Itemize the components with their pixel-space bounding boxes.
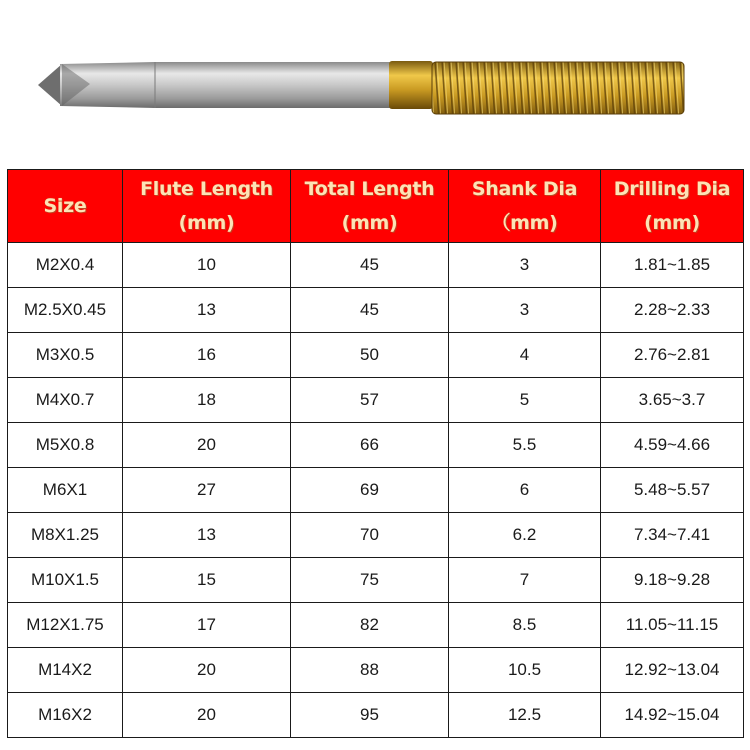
cell-total-length: 95 <box>291 693 449 738</box>
cell-flute-length: 13 <box>123 288 291 333</box>
cell-flute-length: 16 <box>123 333 291 378</box>
cell-shank-dia: 6.2 <box>449 513 601 558</box>
spec-table <box>7 169 744 738</box>
cell-shank-dia: 7 <box>449 558 601 603</box>
cell-total-length: 45 <box>291 243 449 288</box>
cell-drilling-dia: 2.28~2.33 <box>601 288 744 333</box>
cell-size: M2X0.4 <box>8 243 123 288</box>
tap-point <box>38 64 62 106</box>
cell-total-length: 88 <box>291 648 449 693</box>
cell-flute-length: 20 <box>123 693 291 738</box>
cell-shank-dia: 5.5 <box>449 423 601 468</box>
cell-total-length: 57 <box>291 378 449 423</box>
cell-size: M8X1.25 <box>8 513 123 558</box>
cell-flute-length: 10 <box>123 243 291 288</box>
cell-drilling-dia: 2.76~2.81 <box>601 333 744 378</box>
cell-size: M3X0.5 <box>8 333 123 378</box>
table-row <box>8 288 744 333</box>
table-row <box>8 603 744 648</box>
cell-shank-dia: 3 <box>449 243 601 288</box>
cell-flute-length: 18 <box>123 378 291 423</box>
cell-flute-length: 15 <box>123 558 291 603</box>
cell-drilling-dia: 1.81~1.85 <box>601 243 744 288</box>
cell-total-length: 69 <box>291 468 449 513</box>
cell-size: M5X0.8 <box>8 423 123 468</box>
header-drilling-dia: Drilling Dia (mm) <box>601 170 744 243</box>
cell-total-length: 50 <box>291 333 449 378</box>
cell-shank-dia: 10.5 <box>449 648 601 693</box>
cell-shank-dia: 6 <box>449 468 601 513</box>
table-row <box>8 378 744 423</box>
cell-drilling-dia: 12.92~13.04 <box>601 648 744 693</box>
cell-size: M6X1 <box>8 468 123 513</box>
table-row <box>8 243 744 288</box>
cell-drilling-dia: 14.92~15.04 <box>601 693 744 738</box>
tap-tool-illustration <box>0 0 750 170</box>
cell-total-length: 70 <box>291 513 449 558</box>
table-row <box>8 333 744 378</box>
header-flute-length: Flute Length (mm) <box>123 170 291 243</box>
cell-shank-dia: 4 <box>449 333 601 378</box>
cell-flute-length: 20 <box>123 423 291 468</box>
table-row <box>8 513 744 558</box>
cell-total-length: 82 <box>291 603 449 648</box>
cell-total-length: 45 <box>291 288 449 333</box>
cell-drilling-dia: 9.18~9.28 <box>601 558 744 603</box>
cell-shank-dia: 12.5 <box>449 693 601 738</box>
cell-drilling-dia: 11.05~11.15 <box>601 603 744 648</box>
cell-size: M10X1.5 <box>8 558 123 603</box>
cell-total-length: 75 <box>291 558 449 603</box>
header-shank-dia: Shank Dia （mm) <box>449 170 601 243</box>
cell-total-length: 66 <box>291 423 449 468</box>
cell-flute-length: 13 <box>123 513 291 558</box>
cell-shank-dia: 3 <box>449 288 601 333</box>
cell-flute-length: 20 <box>123 648 291 693</box>
cell-size: M4X0.7 <box>8 378 123 423</box>
cell-drilling-dia: 3.65~3.7 <box>601 378 744 423</box>
tap-tool-image <box>0 0 750 170</box>
cell-flute-length: 17 <box>123 603 291 648</box>
cell-drilling-dia: 7.34~7.41 <box>601 513 744 558</box>
cell-drilling-dia: 5.48~5.57 <box>601 468 744 513</box>
table-row <box>8 693 744 738</box>
tap-thread <box>432 62 684 114</box>
table-row <box>8 648 744 693</box>
cell-shank-dia: 8.5 <box>449 603 601 648</box>
cell-size: M2.5X0.45 <box>8 288 123 333</box>
table-row <box>8 468 744 513</box>
header-total-length: Total Length (mm) <box>291 170 449 243</box>
header-size: Size <box>8 170 123 243</box>
tap-collar <box>389 61 433 109</box>
table-row <box>8 423 744 468</box>
cell-drilling-dia: 4.59~4.66 <box>601 423 744 468</box>
table-row <box>8 558 744 603</box>
cell-size: M14X2 <box>8 648 123 693</box>
tap-shank <box>155 62 391 108</box>
cell-flute-length: 27 <box>123 468 291 513</box>
header-row <box>8 170 744 243</box>
cell-shank-dia: 5 <box>449 378 601 423</box>
cell-size: M12X1.75 <box>8 603 123 648</box>
cell-size: M16X2 <box>8 693 123 738</box>
